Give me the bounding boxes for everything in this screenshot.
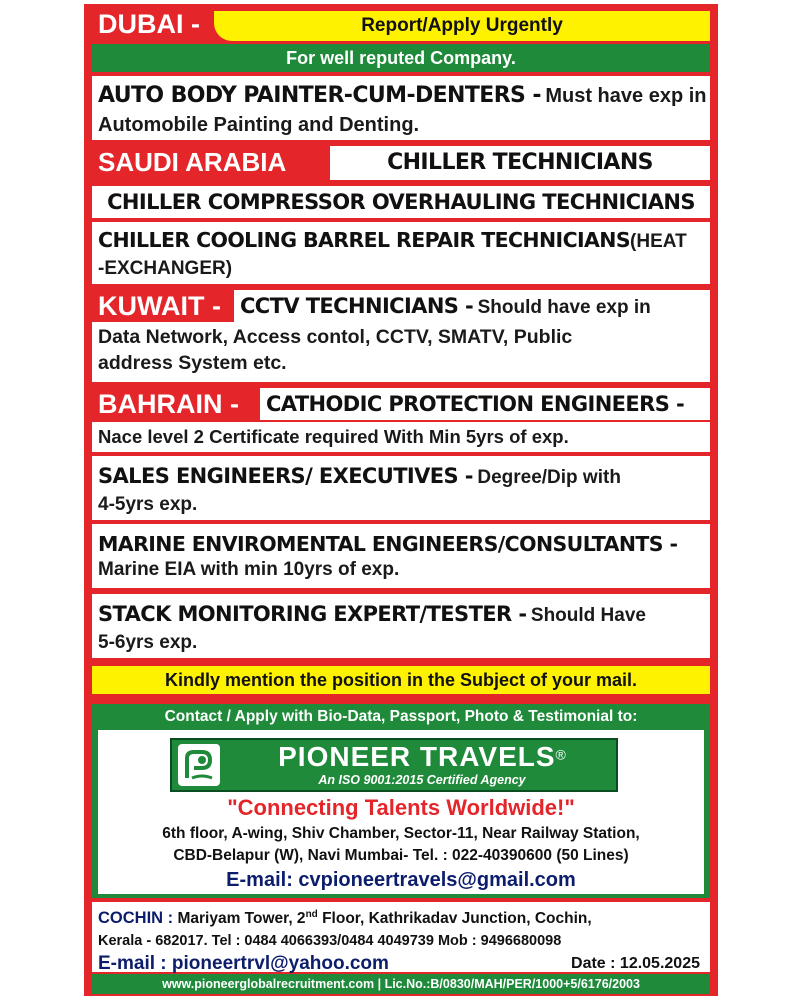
job-chiller-barrel: CHILLER COOLING BARREL REPAIR TECHNICIANS(HEAT -EXCHANGER) bbox=[92, 222, 710, 284]
cochin-email[interactable]: E-mail : pioneertrvl@yahoo.com bbox=[98, 953, 389, 975]
address-line: 6th floor, A-wing, Shiv Chamber, Sector-11, Near Railway Station, bbox=[162, 825, 640, 842]
kuwait-block: KUWAIT - CCTV TECHNICIANS - Should have exp in Data Network, Access contol, CCTV, SMATV, Public address System etc. bbox=[92, 288, 710, 382]
dubai-label: DUBAI - bbox=[92, 8, 206, 40]
dubai-header bbox=[92, 8, 710, 42]
job-auto-body: AUTO BODY PAINTER-CUM-DENTERS - Must have exp in Automobile Painting and Denting. bbox=[92, 76, 710, 140]
job-chiller-technicians: CHILLER TECHNICIANS bbox=[330, 146, 710, 180]
saudi-label: SAUDI ARABIA bbox=[92, 146, 292, 178]
mention-note: Kindly mention the position in the Subject of your mail. bbox=[92, 666, 710, 694]
brand-sub: An ISO 9001:2015 Certified Agency bbox=[318, 773, 526, 787]
cochin-block: COCHIN : Mariyam Tower, 2nd Floor, Kathrikadav Junction, Cochin, Kerala - 682017. Tel : 0484 4066393/0484 4049739 Mob : 9496680098 E-mail : pioneertrvl@yahoo.com Date : 12.05.2025 bbox=[92, 902, 710, 972]
kuwait-label: KUWAIT - bbox=[92, 290, 227, 322]
contact-block bbox=[92, 704, 710, 898]
urgent-banner: Report/Apply Urgently bbox=[214, 11, 710, 41]
cochin-label: COCHIN : bbox=[98, 909, 174, 928]
footer-url[interactable]: www.pioneerglobalrecruitment.com | Lic.No.:B/0830/MAH/PER/1000+5/6176/2003 bbox=[92, 974, 710, 994]
bahrain-label: BAHRAIN - bbox=[92, 388, 245, 420]
job-sales-engineers: SALES ENGINEERS/ EXECUTIVES - Degree/Dip with 4-5yrs exp. bbox=[92, 456, 710, 520]
bahrain-block: BAHRAIN - CATHODIC PROTECTION ENGINEERS - Nace level 2 Certificate required With Min 5yrs of exp. bbox=[92, 386, 710, 452]
brand-name: PIONEER TRAVELS bbox=[278, 741, 556, 772]
tagline: "Connecting Talents Worldwide!" bbox=[227, 795, 575, 820]
job-chiller-compressor: CHILLER COMPRESSOR OVERHAULING TECHNICIANS bbox=[92, 186, 710, 218]
job-title: CATHODIC PROTECTION ENGINEERS - bbox=[266, 392, 685, 416]
job-stack-monitoring: STACK MONITORING EXPERT/TESTER - Should Have 5-6yrs exp. bbox=[92, 594, 710, 658]
contact-email[interactable]: E-mail: cvpioneertravels@gmail.com bbox=[226, 869, 576, 891]
job-title: AUTO BODY PAINTER-CUM-DENTERS - bbox=[98, 83, 541, 108]
job-title: CCTV TECHNICIANS - bbox=[240, 294, 474, 318]
pioneer-travels-logo bbox=[170, 738, 618, 792]
saudi-header bbox=[92, 144, 710, 182]
job-advertisement bbox=[84, 4, 718, 996]
address-line: CBD-Belapur (W), Navi Mumbai- Tel. : 022-40390600 (50 Lines) bbox=[173, 847, 629, 864]
pioneer-p-logo-icon bbox=[178, 744, 220, 786]
job-marine-engineers: MARINE ENVIROMENTAL ENGINEERS/CONSULTANTS - Marine EIA with min 10yrs of exp. bbox=[92, 524, 710, 588]
registered-mark: ® bbox=[555, 746, 566, 763]
company-note: For well reputed Company. bbox=[92, 44, 710, 72]
date-label: Date : 12.05.2025 bbox=[571, 955, 700, 973]
contact-heading: Contact / Apply with Bio-Data, Passport, Photo & Testimonial to: bbox=[164, 708, 638, 725]
